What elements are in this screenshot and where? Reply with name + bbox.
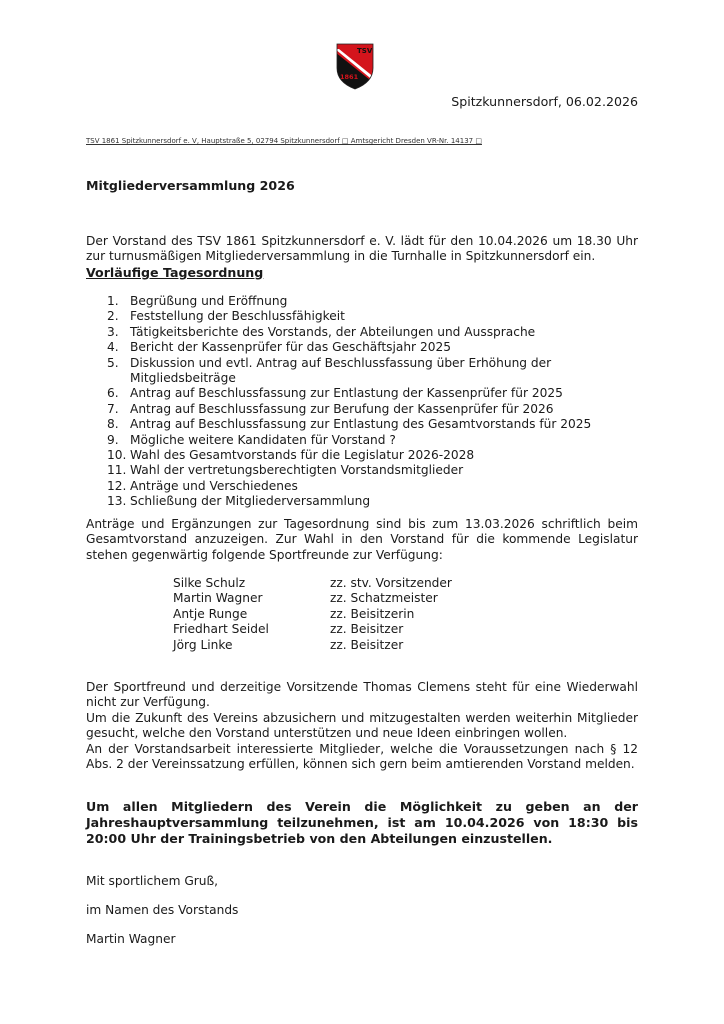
candidate-name: Jörg Linke — [173, 637, 233, 652]
agenda-item-text: Mögliche weitere Kandidaten für Vorstand ? — [130, 432, 396, 447]
candidate-role: zz. Beisitzerin — [330, 606, 415, 621]
candidate-name: Friedhart Seidel — [173, 622, 269, 637]
agenda-item-text: Antrag auf Beschlussfassung zur Entlastung der Kassenprüfer für 2025 — [130, 386, 563, 401]
agenda-item-number: 5. — [107, 355, 119, 370]
intro-paragraph: Der Vorstand des TSV 1861 Spitzkunnersdorf e. V. lädt für den 10.04.2026 um 18.30 Uhr zur turnusmäßigen Mitgliederversammlung in die Turnhalle in Spitzkunnersdorf ein. — [86, 234, 638, 264]
sender-address-line: TSV 1861 Spitzkunnersdorf e. V, Hauptstraße 5, 02794 Spitzkunnersdorf □ Amtsgericht Dresden VR-Nr. 14137 □ — [86, 137, 482, 145]
candidate-name: Martin Wagner — [173, 591, 263, 606]
agenda-item-text: Wahl der vertretungsberechtigten Vorstandsmitglieder — [130, 463, 464, 478]
agenda-item — [107, 479, 637, 494]
candidate-row — [173, 638, 452, 653]
place-date: Spitzkunnersdorf, 06.02.2026 — [451, 94, 638, 109]
candidate-row — [173, 591, 452, 606]
volunteers-paragraph: Um die Zukunft des Vereins abzusichern und mitzugestalten werden weiterhin Mitglieder gesucht, welche den Vorstand unterstützen und neue Ideen einbringen wollen. — [86, 710, 638, 741]
agenda-item — [107, 494, 637, 509]
agenda-item-number: 4. — [107, 340, 119, 355]
agenda-heading: Vorläufige Tagesordnung — [86, 265, 264, 280]
agenda-item-number: 7. — [107, 401, 119, 416]
shield-crest-icon — [335, 42, 375, 90]
candidate-list — [173, 576, 452, 653]
agenda-item-number: 13. — [107, 494, 127, 509]
agenda-item — [107, 356, 637, 387]
eligibility-paragraph: An der Vorstandsarbeit interessierte Mitglieder, welche die Voraussetzungen nach § 12 Abs. 2 der Vereinssatzung erfüllen, können sich gern beim amtierenden Vorstand melden. — [86, 741, 638, 772]
submissions-paragraph: Anträge und Ergänzungen zur Tagesordnung sind bis zum 13.03.2026 schriftlich beim Gesamtvorstand anzuzeigen. Zur Wahl in den Vorstand für die kommende Legislatur stehen gegenwärtig folgende Sportfreunde zur Verfügung: — [86, 517, 638, 562]
agenda-item — [107, 294, 637, 309]
agenda-item-number: 3. — [107, 324, 119, 339]
chair-note-paragraph: Der Sportfreund und derzeitige Vorsitzende Thomas Clemens steht für eine Wiederwahl nicht zur Verfügung. — [86, 680, 638, 710]
agenda-item-number: 9. — [107, 432, 119, 447]
agenda-item-number: 1. — [107, 294, 119, 308]
candidate-row — [173, 607, 452, 622]
training-suspension-note: Um allen Mitgliedern des Verein die Möglichkeit zu geben an der Jahreshauptversammlung teilzunehmen, ist am 10.04.2026 von 18:30 bis 20:00 Uhr der Trainingsbetrieb von den Abteilungen einzustellen. — [86, 799, 638, 846]
agenda-item-text: Schließung der Mitgliederversammlung — [130, 494, 371, 509]
agenda-item-number: 6. — [107, 386, 119, 401]
agenda-item-text: Antrag auf Beschlussfassung zur Berufung der Kassenprüfer für 2026 — [130, 401, 554, 416]
agenda-list — [107, 294, 637, 510]
agenda-item-text: Tätigkeitsberichte des Vorstands, der Abteilungen und Aussprache — [130, 324, 536, 339]
agenda-item — [107, 386, 637, 401]
agenda-item-number: 8. — [107, 417, 119, 432]
agenda-item-number: 11. — [107, 463, 127, 478]
agenda-item — [107, 402, 637, 417]
agenda-item — [107, 325, 637, 340]
candidate-row — [173, 576, 452, 591]
agenda-item-number: 12. — [107, 478, 127, 493]
agenda-item-text: Wahl des Gesamtvorstands für die Legislatur 2026-2028 — [130, 448, 475, 463]
agenda-item-text: Feststellung der Beschlussfähigkeit — [130, 309, 345, 324]
candidate-role: zz. Beisitzer — [330, 622, 404, 637]
agenda-item — [107, 309, 637, 324]
candidate-role: zz. stv. Vorsitzender — [330, 576, 452, 590]
agenda-item — [107, 448, 637, 463]
document-title: Mitgliederversammlung 2026 — [86, 178, 295, 193]
candidate-row — [173, 622, 452, 637]
svg-text:1861: 1861 — [340, 73, 359, 81]
agenda-item — [107, 417, 637, 432]
agenda-item-number: 2. — [107, 309, 119, 324]
agenda-item-text: Diskussion und evtl. Antrag auf Beschlussfassung über Erhöhung der Mitgliedsbeiträge — [130, 355, 552, 386]
signature-name: Martin Wagner — [86, 932, 176, 946]
agenda-item-text: Antrag auf Beschlussfassung zur Entlastung des Gesamtvorstands für 2025 — [130, 417, 592, 432]
agenda-item-number: 10. — [107, 448, 127, 463]
candidate-role: zz. Beisitzer — [330, 637, 404, 652]
closing-on-behalf: im Namen des Vorstands — [86, 903, 239, 917]
agenda-item — [107, 433, 637, 448]
club-logo — [335, 42, 375, 90]
agenda-item-text: Anträge und Verschiedenes — [130, 478, 298, 493]
svg-text:TSV: TSV — [357, 47, 373, 55]
candidate-role: zz. Schatzmeister — [330, 591, 438, 606]
agenda-item — [107, 463, 637, 478]
candidate-name: Antje Runge — [173, 606, 248, 621]
agenda-item-text: Bericht der Kassenprüfer für das Geschäftsjahr 2025 — [130, 340, 451, 355]
candidate-name: Silke Schulz — [173, 576, 246, 590]
agenda-item-text: Begrüßung und Eröffnung — [130, 294, 288, 308]
closing-greeting: Mit sportlichem Gruß, — [86, 874, 219, 888]
chair-notes — [86, 680, 638, 772]
agenda-item — [107, 340, 637, 355]
